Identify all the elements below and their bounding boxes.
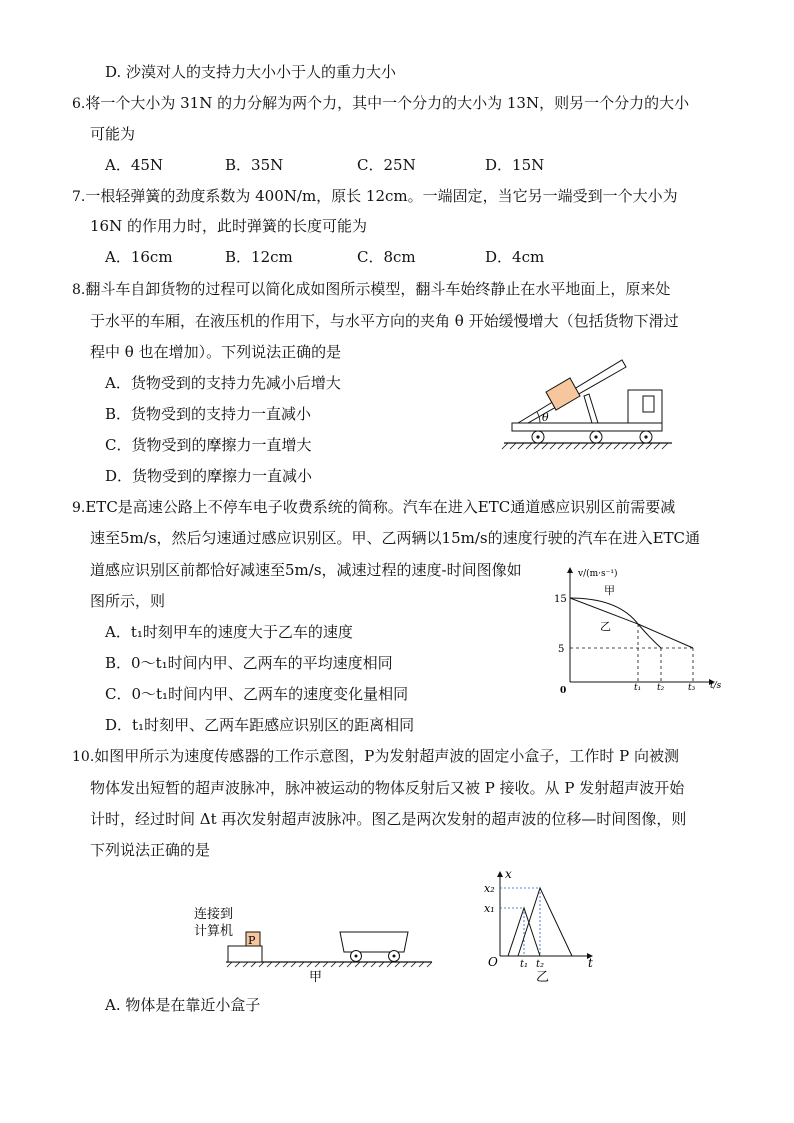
- xt-t1: t₁: [520, 959, 529, 970]
- q10-stem-line1: [72, 746, 679, 767]
- q10-text-line4: 下列说法正确的是: [90, 841, 211, 859]
- truck-wheels: [532, 431, 652, 443]
- q9-stem-line1: [72, 497, 675, 518]
- q6-option-a: A．45N: [105, 156, 164, 174]
- q9-number: 9.: [72, 500, 86, 516]
- q10-text-line1: 如图甲所示为速度传感器的工作示意图，P为发射超声波的固定小盒子，工作时 P 向被测: [94, 747, 679, 765]
- vt-origin: 0: [560, 686, 567, 696]
- xt-pulse-2: [518, 888, 572, 956]
- q6-text-line1: 将一个大小为 31N 的力分解为两个力，其中一个分力的大小为 13N，则另一个分力的大小: [85, 94, 690, 112]
- fig-caption-jia: 甲: [309, 970, 323, 985]
- q7-text-line1: 一根轻弹簧的劲度系数为 400N/m，原长 12cm。一端固定，当它另一端受到一个大小为: [85, 187, 678, 205]
- q8-option-b: B．货物受到的支持力一直减小: [105, 405, 312, 423]
- xt-origin: O: [488, 955, 498, 969]
- q6-option-b: B．35N: [225, 156, 284, 174]
- vt-y15: 15: [554, 594, 567, 605]
- q8-stem-line1: [72, 279, 670, 300]
- q9-text-line4: 图所示，则: [90, 592, 166, 610]
- q9-text-line2: 速至5m/s，然后匀速通过感应识别区。甲、乙两辆以15m/s的速度行驶的汽车在进入ETC通: [90, 529, 701, 547]
- q7-option-b: B．12cm: [225, 248, 293, 266]
- q9-option-b: B．0～t₁时间内甲、乙两车的平均速度相同: [105, 654, 393, 672]
- vt-label-yi: 乙: [600, 620, 611, 633]
- fig-label-connect: 连接到: [194, 907, 234, 922]
- q7-option-d: D．4cm: [485, 248, 545, 266]
- q8-text-line1: 翻斗车自卸货物的过程可以简化成如图所示模型，翻斗车始终静止在水平地面上，原来处: [85, 280, 671, 298]
- q6-number: 6.: [72, 96, 86, 112]
- q7-stem-line1: [72, 186, 678, 207]
- xt-x1: x₁: [484, 902, 495, 915]
- moving-cart: [340, 932, 408, 962]
- q8-option-d: D．货物受到的摩擦力一直减小: [105, 467, 313, 485]
- q10-sensor-figure: [190, 900, 440, 985]
- vt-t1: t₁: [634, 683, 642, 693]
- q10-text-line2: 物体发出短暂的超声波脉冲，脉冲被运动的物体反射后又被 P 接收。从 P 发射超声波开始: [90, 779, 685, 797]
- xt-caption-yi: 乙: [536, 970, 550, 985]
- vt-y5: 5: [558, 644, 565, 655]
- q5-option-d: D. 沙漠对人的支持力大小小于人的重力大小: [105, 63, 397, 81]
- xt-t2: t₂: [536, 959, 545, 970]
- q9-option-d: D．t₁时刻甲、乙两车距感应识别区的距离相同: [105, 716, 415, 734]
- q9-option-a: A．t₁时刻甲车的速度大于乙车的速度: [105, 623, 353, 641]
- q9-vt-graph: [548, 562, 730, 700]
- q8-dump-truck-figure: [500, 350, 680, 455]
- xt-axis-x: x: [505, 867, 512, 881]
- vt-label-jia: 甲: [604, 584, 615, 597]
- q9-option-c: C．0～t₁时间内甲、乙两车的速度变化量相同: [105, 685, 409, 703]
- theta-label: θ: [542, 411, 549, 424]
- q7-option-c: C．8cm: [357, 248, 416, 266]
- q10-xt-graph: [480, 866, 600, 986]
- q9-text-line3: 道感应识别区前都恰好减速至5m/s，减速过程的速度-时间图像如: [90, 561, 522, 579]
- q7-option-a: A．16cm: [105, 248, 173, 266]
- q8-text-line2: 于水平的车厢，在液压机的作用下，与水平方向的夹角 θ 开始缓慢增大（包括货物下滑过: [90, 312, 679, 330]
- q10-text-line3: 计时，经过时间 Δt 再次发射超声波脉冲。图乙是两次发射的超声波的位移—时间图像，则: [90, 810, 687, 828]
- q8-number: 8.: [72, 282, 86, 298]
- vt-curve-jia: [570, 598, 661, 648]
- q10-number: 10.: [72, 749, 95, 765]
- xt-axis-t: t: [588, 956, 593, 970]
- q9-text-line1: ETC是高速公路上不停车电子收费系统的简称。汽车在进入ETC通道感应识别区前需要减: [85, 498, 676, 516]
- q7-number: 7.: [72, 189, 86, 205]
- q8-option-a: A．货物受到的支持力先减小后增大: [105, 374, 341, 392]
- vt-line-yi: [570, 598, 693, 648]
- xt-x2: x₂: [484, 882, 495, 895]
- q6-option-c: C．25N: [357, 156, 416, 174]
- q8-text-line3: 程中 θ 也在增加）。下列说法正确的是: [90, 343, 342, 361]
- q10-option-a: A. 物体是在靠近小盒子: [105, 996, 261, 1014]
- vt-xlabel: t/s: [710, 681, 722, 691]
- vt-t3: t₃: [688, 683, 696, 693]
- fig-label-computer: 计算机: [194, 924, 234, 939]
- vt-ylabel: v/(m·s⁻¹): [578, 569, 618, 579]
- q6-option-d: D．15N: [485, 156, 545, 174]
- q6-text-line2: 可能为: [90, 125, 136, 143]
- q8-option-c: C．货物受到的摩擦力一直增大: [105, 436, 312, 454]
- p-box-label: P: [248, 934, 256, 947]
- q6-stem-line1: [72, 93, 689, 114]
- vt-t2: t₂: [657, 683, 665, 693]
- q7-text-line2: 16N 的作用力时，此时弹簧的长度可能为: [90, 217, 367, 235]
